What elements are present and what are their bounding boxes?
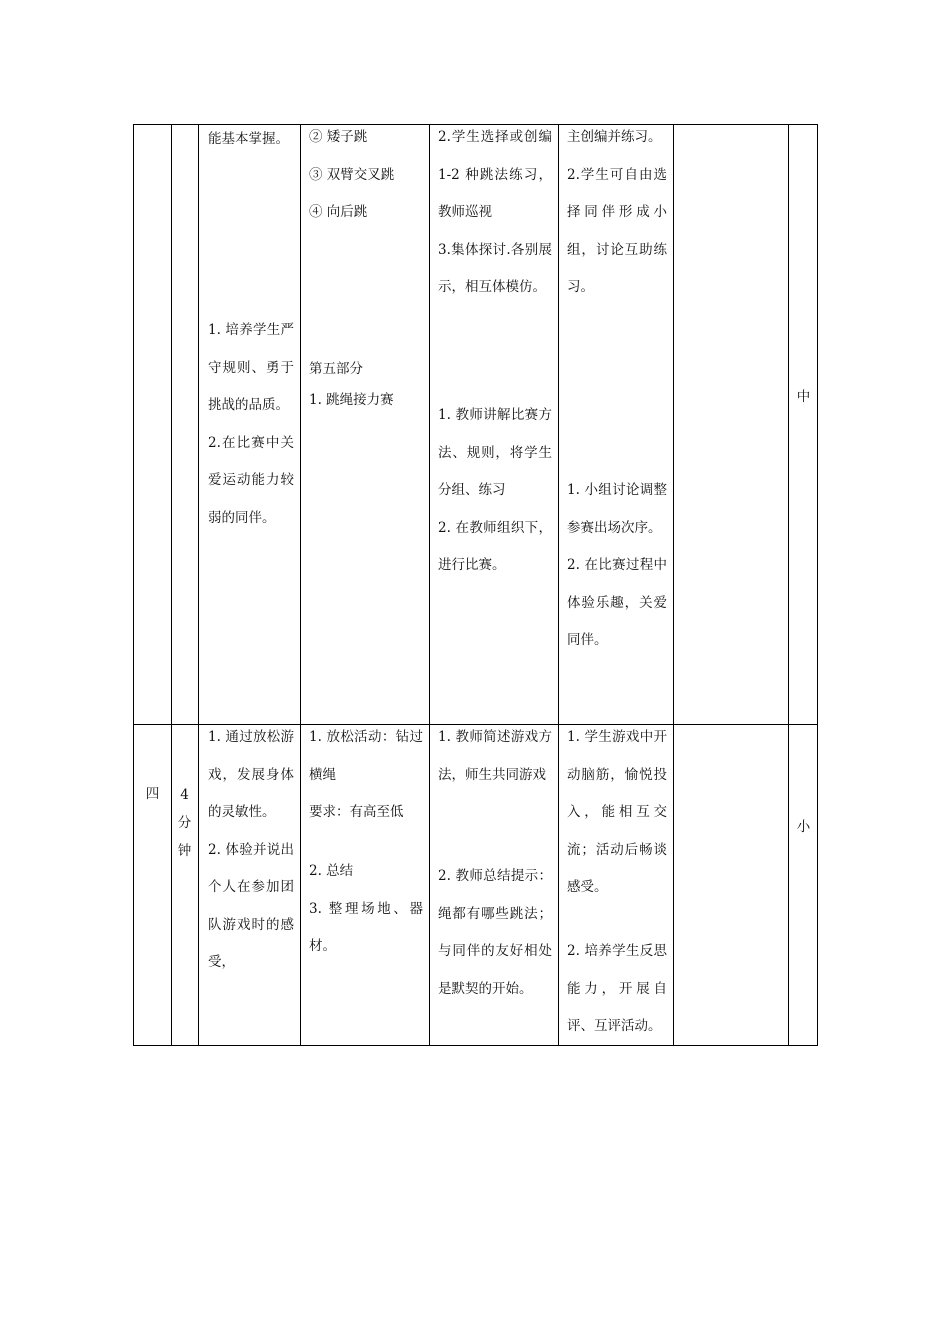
column-divider [558,125,559,1045]
column-divider [198,125,199,1045]
column-divider [300,125,301,1045]
row2-content-a: 1. 放松活动：钻过横绳 要求：有高至低 [309,729,423,820]
row2-part: 四 [145,786,160,802]
column-divider [788,125,789,1045]
row2-student-a: 1. 学生游戏中开动脑筋，愉悦投入，能相互交流；活动后畅谈感受。 [567,729,667,895]
row2-content-b: 2. 总结 3. 整理场地、器材。 [309,863,423,954]
row2-time: 4 分 钟 [177,787,192,859]
row2-intensity: 小 [796,819,811,835]
row2-teacher-a: 1. 教师简述游戏方法，师生共同游戏 [438,729,552,783]
row2-teacher-b: 2. 教师总结提示：绳都有哪些跳法；与同伴的友好相处是默契的开始。 [438,868,552,997]
row1-teacher-a: 2.学生选择或创编1-2 种跳法练习，教师巡视 3.集体探讨.各别展示，相互体模仿。 [438,129,552,295]
row2-goals: 1. 通过放松游戏，发展身体的灵敏性。 2. 体验并说出个人在参加团队游戏时的感受， [208,729,294,970]
row1-student-a: 主创编并练习。 2.学生可自由选择同伴形成小组，讨论互助练习。 [567,129,667,295]
row2-student-b: 2. 培养学生反思能力，开展自评、互评活动。 [567,943,667,1034]
row1-content-b: 第五部分 1. 跳绳接力赛 [309,361,394,408]
row1-goals-b: 1. 培养学生严守规则、勇于挑战的品质。 2.在比赛中关爱运动能力较弱的同伴。 [208,322,294,526]
lesson-plan-table [133,124,818,1046]
row1-teacher-b: 1. 教师讲解比赛方法、规则，将学生分组、练习 2. 在教师组织下，进行比赛。 [438,407,552,573]
column-divider [673,125,674,1045]
row1-content-a: ② 矮子跳 ③ 双臂交叉跳 ④ 向后跳 [309,129,395,220]
row1-student-b: 1. 小组讨论调整参赛出场次序。 2. 在比赛过程中体验乐趣，关爱同伴。 [567,482,667,648]
row1-intensity: 中 [796,389,811,405]
column-divider [429,125,430,1045]
column-divider [171,125,172,1045]
row1-goals-a: 能基本掌握。 [208,131,289,147]
